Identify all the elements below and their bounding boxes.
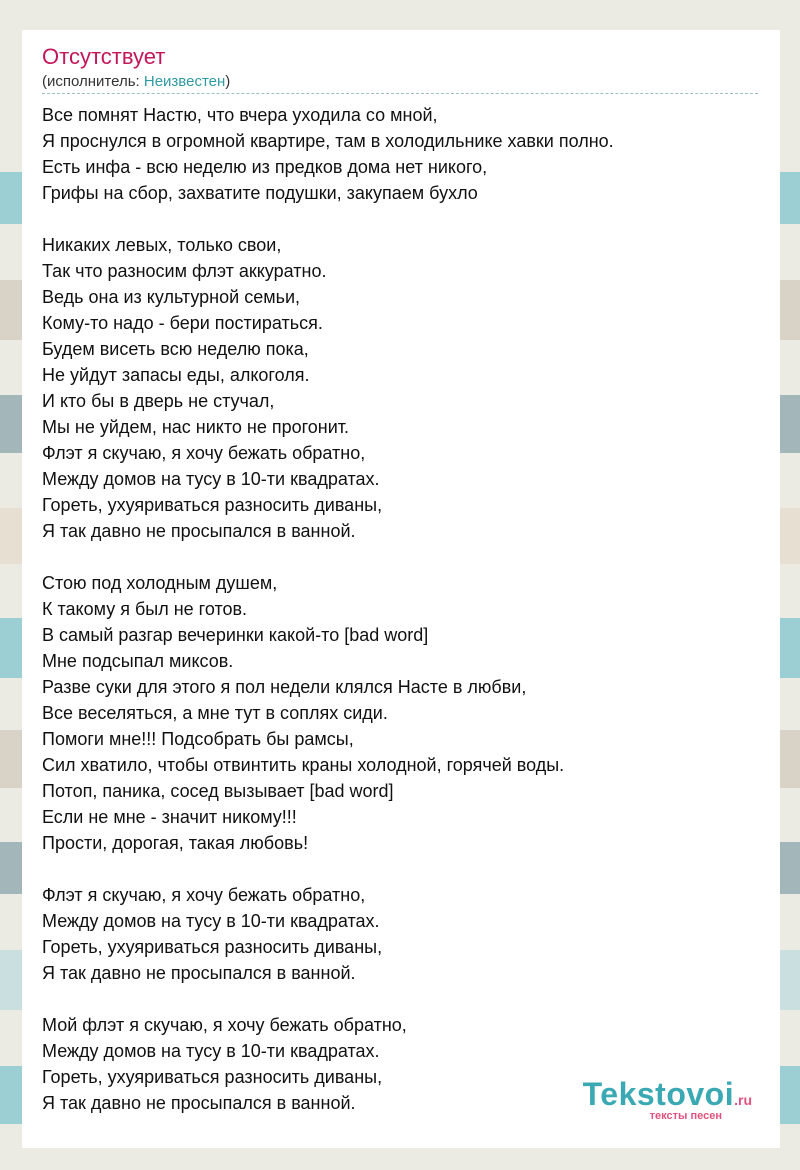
lyric-line: Мы не уйдем, нас никто не прогонит.: [42, 417, 350, 437]
logo-name: Tekstovoi: [582, 1076, 735, 1112]
lyric-line: Гореть, ухуяриваться разносить диваны,: [42, 937, 383, 957]
lyric-line: Флэт я скучаю, я хочу бежать обратно,: [42, 443, 366, 463]
lyric-line: Кому-то надо - бери постираться.: [42, 313, 323, 333]
lyrics-body: [42, 102, 614, 1142]
lyric-line: Никаких левых, только свои,: [42, 235, 282, 255]
lyric-line: Грифы на сбор, захватите подушки, закупаем бухло: [42, 183, 478, 203]
lyric-line: Мой флэт я скучаю, я хочу бежать обратно,: [42, 1015, 407, 1035]
lyric-line: Между домов на тусу в 10-ти квадратах.: [42, 469, 380, 489]
lyrics-card: [22, 30, 780, 1148]
lyric-line: Между домов на тусу в 10-ти квадратах.: [42, 911, 380, 931]
lyric-line: Ведь она из культурной семьи,: [42, 287, 301, 307]
lyric-line: Я так давно не просыпался в ванной.: [42, 521, 356, 541]
lyric-line: Мне подсыпал миксов.: [42, 651, 234, 671]
lyric-line: Так что разносим флэт аккуратно.: [42, 261, 327, 281]
lyric-line: Флэт я скучаю, я хочу бежать обратно,: [42, 885, 366, 905]
tekstovoi-logo: [583, 1078, 752, 1122]
lyric-line: И кто бы в дверь не стучал,: [42, 391, 275, 411]
lyric-line: Сил хватило, чтобы отвинтить краны холодной, горячей воды.: [42, 755, 565, 775]
lyric-line: Я так давно не просыпался в ванной.: [42, 963, 356, 983]
lyric-line: Все веселяться, а мне тут в соплях сиди.: [42, 703, 388, 723]
lyric-line: Если не мне - значит никому!!!: [42, 807, 297, 827]
title-divider: [42, 93, 758, 94]
lyric-line: Помоги мне!!! Подсобрать бы рамсы,: [42, 729, 354, 749]
lyric-line: Я так давно не просыпался в ванной.: [42, 1093, 356, 1113]
stanza: [42, 882, 614, 986]
song-title: Отсутствует: [42, 44, 166, 69]
artist-link[interactable]: Неизвестен: [143, 73, 226, 90]
lyric-line: Прости, дорогая, такая любовь!: [42, 833, 309, 853]
lyric-line: К такому я был не готов.: [42, 599, 248, 619]
stanza: [42, 232, 614, 544]
logo-tld: .ru: [734, 1092, 752, 1108]
lyric-line: Разве суки для этого я пол недели клялся Насте в любви,: [42, 677, 527, 697]
artist-suffix: ): [225, 73, 231, 90]
lyric-line: Я проснулся в огромной квартире, там в холодильнике хавки полно.: [42, 131, 614, 151]
lyric-line: Есть инфа - всю неделю из предков дома нет никого,: [42, 157, 488, 177]
lyric-line: Гореть, ухуяриваться разносить диваны,: [42, 1067, 383, 1087]
lyric-line: Будем висеть всю неделю пока,: [42, 339, 309, 359]
stanza: [42, 1012, 614, 1116]
logo-subtitle: тексты песен: [649, 1110, 722, 1122]
lyric-line: Не уйдут запасы еды, алкоголя.: [42, 365, 310, 385]
lyric-line: Между домов на тусу в 10-ти квадратах.: [42, 1041, 380, 1061]
lyric-line: Гореть, ухуяриваться разносить диваны,: [42, 495, 383, 515]
stanza: [42, 570, 614, 856]
lyric-line: В самый разгар вечеринки какой-то [bad word]: [42, 625, 429, 645]
artist-prefix: (исполнитель:: [42, 73, 144, 90]
stanza: [42, 102, 614, 206]
lyric-line: Потоп, паника, сосед вызывает [bad word]: [42, 781, 394, 801]
artist-line: [42, 72, 230, 92]
lyric-line: Стою под холодным душем,: [42, 573, 278, 593]
lyric-line: Все помнят Настю, что вчера уходила со мной,: [42, 105, 438, 125]
